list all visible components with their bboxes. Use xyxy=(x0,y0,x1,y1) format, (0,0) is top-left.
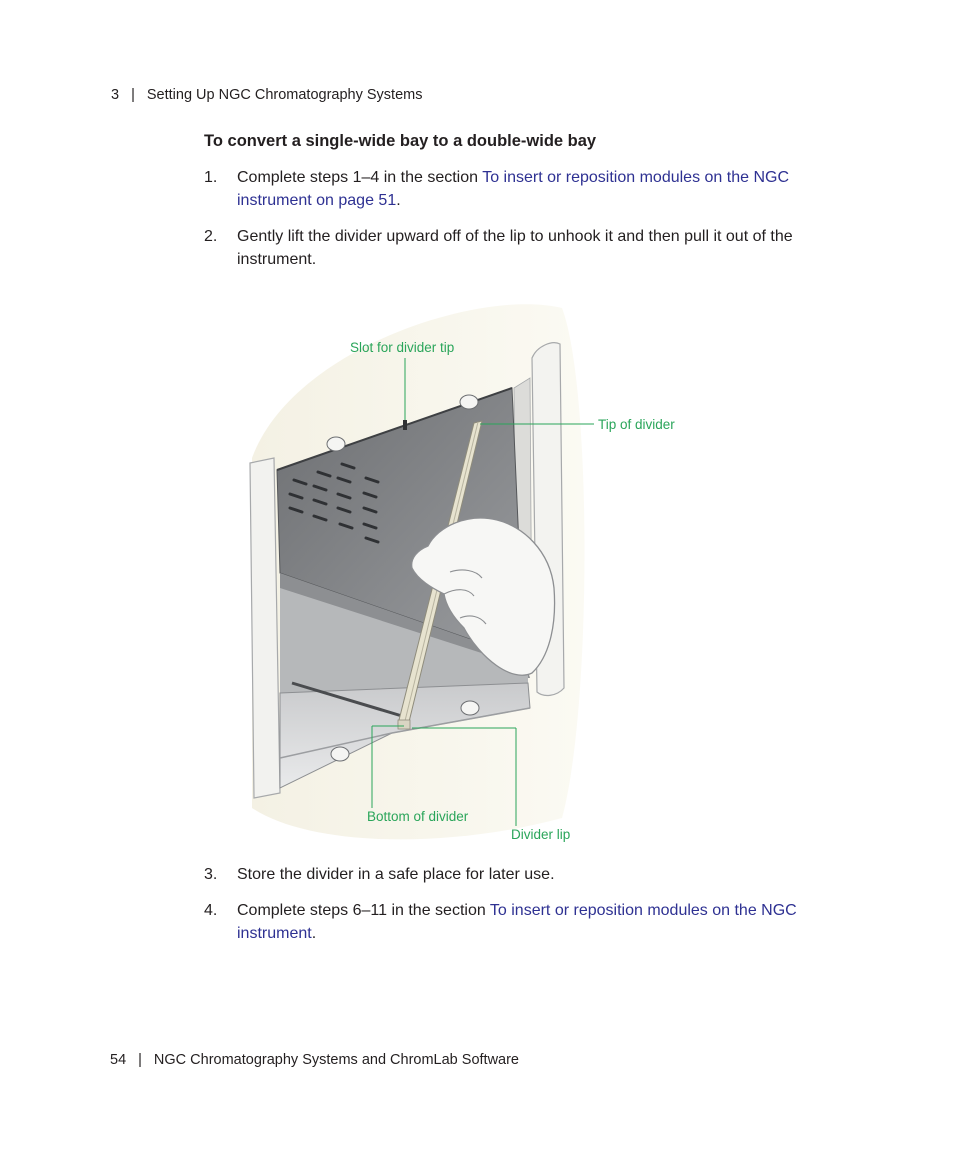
step-1 xyxy=(204,166,844,212)
header-separator: | xyxy=(131,87,135,103)
chapter-title: Setting Up NGC Chromatography Systems xyxy=(146,87,423,103)
footer-separator: | xyxy=(138,1052,142,1068)
page-number: 54 xyxy=(110,1052,127,1068)
step-number: 2. xyxy=(204,228,218,245)
chapter-number: 3 xyxy=(111,87,120,103)
insert-modules-link[interactable]: To insert or reposition modules on the NGC instrument xyxy=(237,902,797,942)
step-text: Complete steps 6–11 in the section To insert or reposition modules on the NGC instrument. xyxy=(237,902,797,942)
section-heading: To convert a single-wide bay to a double-wide bay xyxy=(204,132,597,150)
step-text: Complete steps 1–4 in the section To insert or reposition modules on the NGC instrument on page 51. xyxy=(237,169,789,209)
step-2 xyxy=(204,225,844,271)
insert-modules-link-page-51[interactable]: To insert or reposition modules on the NGC instrument on page 51 xyxy=(237,169,789,209)
step-text: Store the divider in a safe place for later use. xyxy=(237,866,555,883)
step-number: 1. xyxy=(204,169,218,186)
running-footer xyxy=(110,1052,519,1068)
step-text: Gently lift the divider upward off of the lip to unhook it and then pull it out of the instrument. xyxy=(237,228,793,268)
step-number: 4. xyxy=(204,902,218,919)
callout-lip-label: Divider lip xyxy=(511,827,571,842)
book-title: NGC Chromatography Systems and ChromLab Software xyxy=(153,1052,519,1068)
callout-bottom-label: Bottom of divider xyxy=(367,809,469,824)
callout-tip-label: Tip of divider xyxy=(598,417,675,432)
callout-slot-label: Slot for divider tip xyxy=(350,340,455,355)
step-4 xyxy=(204,899,844,945)
divider-removal-illustration xyxy=(232,288,702,853)
step-3 xyxy=(204,863,844,886)
step-number: 3. xyxy=(204,866,218,883)
running-header xyxy=(111,87,422,103)
